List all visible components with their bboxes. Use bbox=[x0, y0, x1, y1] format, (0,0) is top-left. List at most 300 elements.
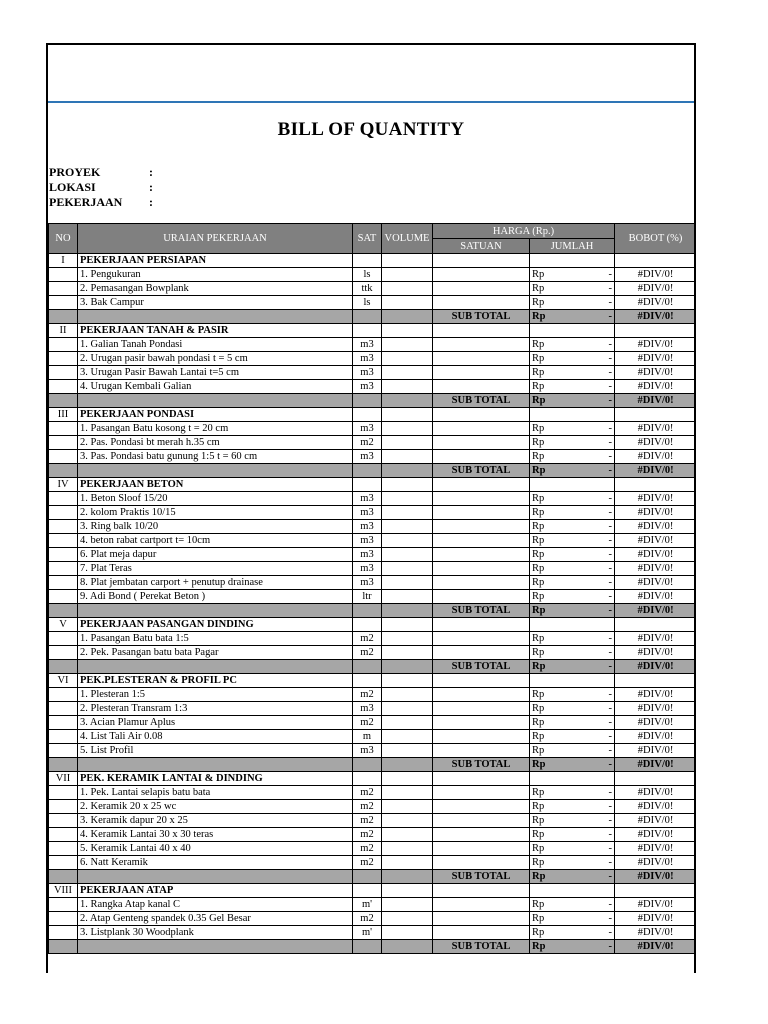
cell-jumlah: - bbox=[575, 576, 615, 590]
header-jumlah: JUMLAH bbox=[530, 239, 615, 254]
cell-jumlah: - bbox=[575, 898, 615, 912]
cell-volume bbox=[382, 940, 433, 954]
table-row bbox=[49, 562, 697, 576]
cell-satuan bbox=[433, 352, 530, 366]
cell-satuan bbox=[433, 618, 530, 632]
cell-currency: Rp bbox=[530, 758, 575, 772]
cell-no bbox=[49, 786, 78, 800]
cell-currency: Rp bbox=[530, 562, 575, 576]
table-row bbox=[49, 548, 697, 562]
cell-currency: Rp bbox=[530, 828, 575, 842]
cell-satuan bbox=[433, 478, 530, 492]
item-unit: m2 bbox=[353, 800, 382, 814]
item-unit: m3 bbox=[353, 380, 382, 394]
cell-desc bbox=[78, 870, 353, 884]
cell-sat bbox=[353, 660, 382, 674]
section-row bbox=[49, 618, 697, 632]
cell-volume bbox=[382, 716, 433, 730]
cell-jumlah: - bbox=[575, 338, 615, 352]
cell-no bbox=[49, 492, 78, 506]
cell-currency: Rp bbox=[530, 786, 575, 800]
item-unit: m2 bbox=[353, 912, 382, 926]
cell-bobot: #DIV/0! bbox=[615, 520, 696, 534]
cell-satuan bbox=[433, 450, 530, 464]
item-unit: m2 bbox=[353, 716, 382, 730]
item-description: 8. Plat jembatan carport + penutup drainase bbox=[78, 576, 353, 590]
cell-currency: Rp bbox=[530, 338, 575, 352]
cell-currency: Rp bbox=[530, 352, 575, 366]
cell-currency: Rp bbox=[530, 702, 575, 716]
item-unit: m2 bbox=[353, 646, 382, 660]
cell-no bbox=[49, 744, 78, 758]
section-number: V bbox=[49, 618, 78, 632]
item-description: 4. Keramik Lantai 30 x 30 teras bbox=[78, 828, 353, 842]
cell-bobot: #DIV/0! bbox=[615, 352, 696, 366]
table-row bbox=[49, 282, 697, 296]
section-row bbox=[49, 408, 697, 422]
table-row bbox=[49, 380, 697, 394]
item-unit: m3 bbox=[353, 366, 382, 380]
cell-currency: Rp bbox=[530, 422, 575, 436]
meta-separator: : bbox=[149, 195, 153, 209]
cell-currency bbox=[530, 254, 575, 268]
cell-bobot: #DIV/0! bbox=[615, 450, 696, 464]
cell-bobot: #DIV/0! bbox=[615, 436, 696, 450]
cell-no bbox=[49, 856, 78, 870]
cell-bobot: #DIV/0! bbox=[615, 394, 696, 408]
cell-bobot: #DIV/0! bbox=[615, 898, 696, 912]
item-description: 3. Urugan Pasir Bawah Lantai t=5 cm bbox=[78, 366, 353, 380]
subtotal-label: SUB TOTAL bbox=[433, 394, 530, 408]
item-unit: m2 bbox=[353, 688, 382, 702]
cell-sat bbox=[353, 772, 382, 786]
subtotal-label: SUB TOTAL bbox=[433, 870, 530, 884]
section-row bbox=[49, 772, 697, 786]
cell-no bbox=[49, 380, 78, 394]
cell-satuan bbox=[433, 646, 530, 660]
cell-bobot: #DIV/0! bbox=[615, 744, 696, 758]
cell-volume bbox=[382, 534, 433, 548]
cell-satuan bbox=[433, 912, 530, 926]
table-row bbox=[49, 786, 697, 800]
page-title: BILL OF QUANTITY bbox=[277, 119, 465, 140]
section-row bbox=[49, 674, 697, 688]
cell-currency: Rp bbox=[530, 296, 575, 310]
cell-jumlah: - bbox=[575, 562, 615, 576]
cell-currency: Rp bbox=[530, 926, 575, 940]
cell-bobot: #DIV/0! bbox=[615, 940, 696, 954]
table-header bbox=[49, 224, 697, 254]
cell-bobot: #DIV/0! bbox=[615, 856, 696, 870]
cell-no bbox=[49, 730, 78, 744]
cell-no bbox=[49, 590, 78, 604]
cell-jumlah: - bbox=[575, 912, 615, 926]
cell-currency: Rp bbox=[530, 548, 575, 562]
cell-jumlah bbox=[575, 772, 615, 786]
cell-volume bbox=[382, 912, 433, 926]
cell-currency bbox=[530, 674, 575, 688]
cell-no bbox=[49, 646, 78, 660]
cell-no bbox=[49, 660, 78, 674]
item-unit: m bbox=[353, 730, 382, 744]
cell-currency: Rp bbox=[530, 912, 575, 926]
section-title: PEK. KERAMIK LANTAI & DINDING bbox=[78, 772, 353, 786]
cell-volume bbox=[382, 758, 433, 772]
cell-jumlah: - bbox=[575, 268, 615, 282]
cell-currency: Rp bbox=[530, 506, 575, 520]
item-description: 2. Atap Genteng spandek 0.35 Gel Besar bbox=[78, 912, 353, 926]
cell-bobot: #DIV/0! bbox=[615, 506, 696, 520]
item-unit: m3 bbox=[353, 520, 382, 534]
cell-satuan bbox=[433, 814, 530, 828]
item-unit: m3 bbox=[353, 492, 382, 506]
cell-volume bbox=[382, 520, 433, 534]
cell-satuan bbox=[433, 926, 530, 940]
table-row bbox=[49, 366, 697, 380]
header-uraian: URAIAN PEKERJAAN bbox=[78, 224, 353, 254]
cell-bobot: #DIV/0! bbox=[615, 716, 696, 730]
item-description: 2. Pas. Pondasi bt merah h.35 cm bbox=[78, 436, 353, 450]
subtotal-row bbox=[49, 604, 697, 618]
cell-currency: Rp bbox=[530, 436, 575, 450]
cell-sat bbox=[353, 408, 382, 422]
cell-satuan bbox=[433, 282, 530, 296]
item-description: 6. Natt Keramik bbox=[78, 856, 353, 870]
cell-no bbox=[49, 422, 78, 436]
table-row bbox=[49, 296, 697, 310]
cell-volume bbox=[382, 632, 433, 646]
table-row bbox=[49, 926, 697, 940]
cell-bobot: #DIV/0! bbox=[615, 548, 696, 562]
cell-bobot: #DIV/0! bbox=[615, 562, 696, 576]
cell-bobot bbox=[615, 884, 696, 898]
meta-lokasi bbox=[49, 180, 153, 195]
section-title: PEKERJAAN BETON bbox=[78, 478, 353, 492]
item-unit: m2 bbox=[353, 786, 382, 800]
cell-no bbox=[49, 870, 78, 884]
cell-satuan bbox=[433, 898, 530, 912]
cell-satuan bbox=[433, 492, 530, 506]
cell-jumlah: - bbox=[575, 730, 615, 744]
item-description: 2. Plesteran Transram 1:3 bbox=[78, 702, 353, 716]
cell-volume bbox=[382, 772, 433, 786]
item-unit: m2 bbox=[353, 436, 382, 450]
cell-jumlah: - bbox=[575, 366, 615, 380]
cell-no bbox=[49, 842, 78, 856]
subtotal-label: SUB TOTAL bbox=[433, 758, 530, 772]
meta-separator: : bbox=[149, 180, 153, 194]
cell-sat bbox=[353, 254, 382, 268]
cell-satuan bbox=[433, 296, 530, 310]
item-unit: m3 bbox=[353, 562, 382, 576]
cell-currency: Rp bbox=[530, 394, 575, 408]
table-row bbox=[49, 716, 697, 730]
cell-no bbox=[49, 464, 78, 478]
cell-currency: Rp bbox=[530, 898, 575, 912]
item-unit: m3 bbox=[353, 422, 382, 436]
header-satuan: SATUAN bbox=[433, 239, 530, 254]
cell-jumlah bbox=[575, 618, 615, 632]
cell-bobot: #DIV/0! bbox=[615, 814, 696, 828]
cell-no bbox=[49, 912, 78, 926]
cell-jumlah: - bbox=[575, 814, 615, 828]
table-row bbox=[49, 856, 697, 870]
cell-satuan bbox=[433, 324, 530, 338]
cell-satuan bbox=[433, 842, 530, 856]
cell-no bbox=[49, 828, 78, 842]
item-description: 7. Plat Teras bbox=[78, 562, 353, 576]
cell-currency: Rp bbox=[530, 660, 575, 674]
cell-satuan bbox=[433, 674, 530, 688]
cell-satuan bbox=[433, 254, 530, 268]
item-unit: m2 bbox=[353, 856, 382, 870]
item-unit: m2 bbox=[353, 828, 382, 842]
table-row bbox=[49, 800, 697, 814]
cell-bobot: #DIV/0! bbox=[615, 688, 696, 702]
cell-satuan bbox=[433, 730, 530, 744]
cell-bobot bbox=[615, 408, 696, 422]
subtotal-label: SUB TOTAL bbox=[433, 940, 530, 954]
cell-satuan bbox=[433, 800, 530, 814]
cell-satuan bbox=[433, 268, 530, 282]
cell-volume bbox=[382, 338, 433, 352]
item-unit: ls bbox=[353, 296, 382, 310]
cell-currency: Rp bbox=[530, 464, 575, 478]
item-description: 1. Beton Sloof 15/20 bbox=[78, 492, 353, 506]
table-row bbox=[49, 534, 697, 548]
item-unit: m3 bbox=[353, 506, 382, 520]
cell-volume bbox=[382, 436, 433, 450]
cell-bobot bbox=[615, 618, 696, 632]
cell-volume bbox=[382, 254, 433, 268]
cell-jumlah: - bbox=[575, 744, 615, 758]
cell-volume bbox=[382, 604, 433, 618]
cell-jumlah: - bbox=[575, 688, 615, 702]
item-unit: m' bbox=[353, 898, 382, 912]
cell-no bbox=[49, 898, 78, 912]
cell-volume bbox=[382, 786, 433, 800]
cell-no bbox=[49, 940, 78, 954]
cell-volume bbox=[382, 870, 433, 884]
cell-satuan bbox=[433, 688, 530, 702]
cell-volume bbox=[382, 548, 433, 562]
subtotal-row bbox=[49, 310, 697, 324]
cell-currency: Rp bbox=[530, 632, 575, 646]
cell-bobot: #DIV/0! bbox=[615, 604, 696, 618]
item-description: 3. Keramik dapur 20 x 25 bbox=[78, 814, 353, 828]
item-description: 3. Pas. Pondasi batu gunung 1:5 t = 60 cm bbox=[78, 450, 353, 464]
item-description: 1. Plesteran 1:5 bbox=[78, 688, 353, 702]
cell-bobot bbox=[615, 772, 696, 786]
meta-pekerjaan bbox=[49, 195, 153, 210]
cell-satuan bbox=[433, 506, 530, 520]
cell-jumlah: - bbox=[575, 506, 615, 520]
item-unit: m3 bbox=[353, 450, 382, 464]
cell-jumlah: - bbox=[575, 786, 615, 800]
cell-currency: Rp bbox=[530, 366, 575, 380]
item-unit: m2 bbox=[353, 814, 382, 828]
cell-bobot: #DIV/0! bbox=[615, 380, 696, 394]
cell-jumlah: - bbox=[575, 702, 615, 716]
cell-satuan bbox=[433, 884, 530, 898]
cell-jumlah bbox=[575, 478, 615, 492]
cell-sat bbox=[353, 940, 382, 954]
cell-sat bbox=[353, 478, 382, 492]
item-unit: m2 bbox=[353, 842, 382, 856]
boq-sheet bbox=[46, 43, 696, 973]
cell-sat bbox=[353, 758, 382, 772]
cell-no bbox=[49, 604, 78, 618]
cell-bobot: #DIV/0! bbox=[615, 758, 696, 772]
section-number: III bbox=[49, 408, 78, 422]
cell-currency bbox=[530, 618, 575, 632]
cell-volume bbox=[382, 352, 433, 366]
cell-sat bbox=[353, 324, 382, 338]
cell-bobot: #DIV/0! bbox=[615, 912, 696, 926]
table-row bbox=[49, 702, 697, 716]
subtotal-row bbox=[49, 660, 697, 674]
cell-no bbox=[49, 296, 78, 310]
header-harga: HARGA (Rp.) bbox=[433, 224, 615, 239]
cell-jumlah: - bbox=[575, 758, 615, 772]
cell-jumlah: - bbox=[575, 464, 615, 478]
cell-jumlah: - bbox=[575, 520, 615, 534]
subtotal-row bbox=[49, 870, 697, 884]
cell-no bbox=[49, 716, 78, 730]
cell-bobot: #DIV/0! bbox=[615, 534, 696, 548]
cell-bobot bbox=[615, 324, 696, 338]
cell-sat bbox=[353, 464, 382, 478]
cell-jumlah: - bbox=[575, 660, 615, 674]
cell-jumlah bbox=[575, 674, 615, 688]
cell-volume bbox=[382, 506, 433, 520]
cell-satuan bbox=[433, 828, 530, 842]
cell-volume bbox=[382, 814, 433, 828]
cell-satuan bbox=[433, 744, 530, 758]
cell-jumlah: - bbox=[575, 800, 615, 814]
cell-volume bbox=[382, 394, 433, 408]
item-description: 2. Urugan pasir bawah pondasi t = 5 cm bbox=[78, 352, 353, 366]
cell-no bbox=[49, 520, 78, 534]
cell-bobot: #DIV/0! bbox=[615, 646, 696, 660]
cell-currency: Rp bbox=[530, 520, 575, 534]
table-row bbox=[49, 422, 697, 436]
table-row bbox=[49, 688, 697, 702]
cell-no bbox=[49, 800, 78, 814]
section-row bbox=[49, 324, 697, 338]
section-number: VI bbox=[49, 674, 78, 688]
cell-satuan bbox=[433, 366, 530, 380]
table-row bbox=[49, 492, 697, 506]
cell-jumlah bbox=[575, 324, 615, 338]
cell-volume bbox=[382, 828, 433, 842]
cell-no bbox=[49, 814, 78, 828]
item-description: 1. Pasangan Batu bata 1:5 bbox=[78, 632, 353, 646]
cell-sat bbox=[353, 604, 382, 618]
item-description: 2. kolom Praktis 10/15 bbox=[78, 506, 353, 520]
section-title: PEK.PLESTERAN & PROFIL PC bbox=[78, 674, 353, 688]
cell-volume bbox=[382, 730, 433, 744]
cell-no bbox=[49, 436, 78, 450]
item-description: 2. Pemasangan Bowplank bbox=[78, 282, 353, 296]
cell-satuan bbox=[433, 534, 530, 548]
cell-no bbox=[49, 338, 78, 352]
subtotal-row bbox=[49, 758, 697, 772]
cell-volume bbox=[382, 450, 433, 464]
subtotal-label: SUB TOTAL bbox=[433, 660, 530, 674]
header-divider bbox=[48, 101, 694, 103]
table-row bbox=[49, 730, 697, 744]
item-unit: ls bbox=[353, 268, 382, 282]
item-unit: m3 bbox=[353, 548, 382, 562]
cell-jumlah: - bbox=[575, 646, 615, 660]
cell-satuan bbox=[433, 408, 530, 422]
cell-volume bbox=[382, 296, 433, 310]
item-description: 5. List Profil bbox=[78, 744, 353, 758]
cell-volume bbox=[382, 688, 433, 702]
item-unit: m3 bbox=[353, 576, 382, 590]
table-row bbox=[49, 338, 697, 352]
item-description: 3. Bak Campur bbox=[78, 296, 353, 310]
subtotal-label: SUB TOTAL bbox=[433, 604, 530, 618]
section-title: PEKERJAAN TANAH & PASIR bbox=[78, 324, 353, 338]
cell-currency: Rp bbox=[530, 492, 575, 506]
cell-volume bbox=[382, 478, 433, 492]
cell-no bbox=[49, 758, 78, 772]
cell-volume bbox=[382, 310, 433, 324]
header-bobot: BOBOT (%) bbox=[615, 224, 696, 254]
cell-bobot: #DIV/0! bbox=[615, 632, 696, 646]
section-title: PEKERJAAN PONDASI bbox=[78, 408, 353, 422]
cell-bobot: #DIV/0! bbox=[615, 926, 696, 940]
subtotal-row bbox=[49, 464, 697, 478]
section-title: PEKERJAAN PASANGAN DINDING bbox=[78, 618, 353, 632]
section-number: VIII bbox=[49, 884, 78, 898]
cell-jumlah: - bbox=[575, 716, 615, 730]
table-row bbox=[49, 744, 697, 758]
cell-bobot: #DIV/0! bbox=[615, 870, 696, 884]
table-row bbox=[49, 450, 697, 464]
cell-currency bbox=[530, 772, 575, 786]
section-row bbox=[49, 254, 697, 268]
cell-satuan bbox=[433, 702, 530, 716]
cell-currency: Rp bbox=[530, 688, 575, 702]
cell-jumlah bbox=[575, 408, 615, 422]
cell-jumlah: - bbox=[575, 394, 615, 408]
item-unit: m3 bbox=[353, 534, 382, 548]
cell-currency: Rp bbox=[530, 604, 575, 618]
cell-no bbox=[49, 576, 78, 590]
cell-bobot: #DIV/0! bbox=[615, 492, 696, 506]
cell-volume bbox=[382, 492, 433, 506]
table-row bbox=[49, 898, 697, 912]
cell-no bbox=[49, 548, 78, 562]
item-description: 5. Keramik Lantai 40 x 40 bbox=[78, 842, 353, 856]
section-row bbox=[49, 884, 697, 898]
table-row bbox=[49, 268, 697, 282]
header-volume: VOLUME bbox=[382, 224, 433, 254]
cell-volume bbox=[382, 380, 433, 394]
cell-jumlah: - bbox=[575, 604, 615, 618]
item-description: 1. Rangka Atap kanal C bbox=[78, 898, 353, 912]
cell-currency bbox=[530, 324, 575, 338]
cell-volume bbox=[382, 744, 433, 758]
item-unit: m2 bbox=[353, 632, 382, 646]
cell-currency: Rp bbox=[530, 450, 575, 464]
cell-currency: Rp bbox=[530, 268, 575, 282]
cell-bobot: #DIV/0! bbox=[615, 730, 696, 744]
cell-jumlah: - bbox=[575, 926, 615, 940]
